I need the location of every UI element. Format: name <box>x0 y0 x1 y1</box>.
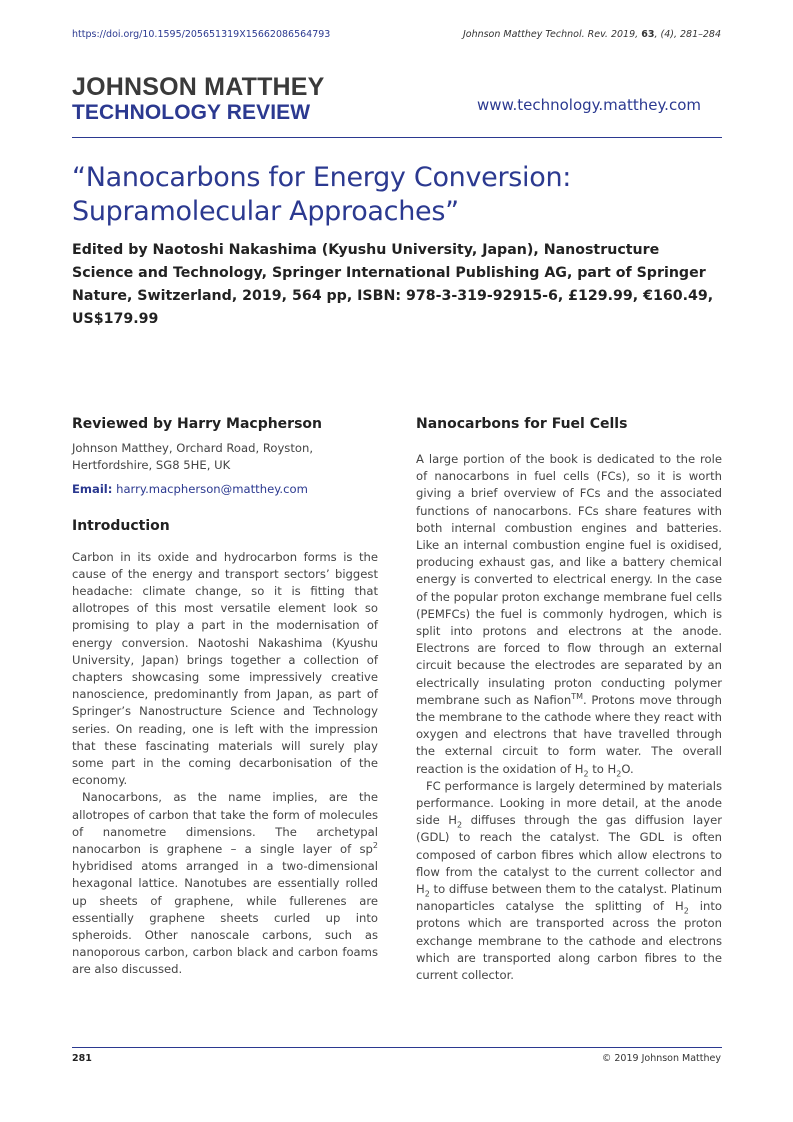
fc-p2-text-c: to diffuse between them to the catalyst. Platinum nanoparticles catalyse the splitting of H <box>416 882 722 914</box>
fc-paragraph-1 <box>416 451 722 778</box>
title-line-1: “Nanocarbons for Energy Conversion: <box>72 162 572 193</box>
h2-subscript: 2 <box>456 820 463 830</box>
title-line-2: Supramolecular Approaches” <box>72 196 459 227</box>
address-line-1: Johnson Matthey, Orchard Road, Royston, <box>72 441 314 455</box>
right-column <box>416 416 722 984</box>
fc-paragraph-2 <box>416 778 722 984</box>
fc-p2-text-b: diffuses through the gas diffusion layer (GDL) to reach the catalyst. The GDL is often composed of carbon fibres which allow electrons to flow from the catalyst to the current collector and H <box>416 813 722 897</box>
journal-volume: 63 <box>641 29 655 40</box>
fc-p1-text-b: . Protons move through the membrane to the cathode where they react with oxygen and electrons that have travelled through the external circuit to form water. The overall reaction is the oxidation of H <box>416 692 722 776</box>
address-line-2: Hertfordshire, SG8 5HE, UK <box>72 458 231 473</box>
h2-subscript: 2 <box>424 889 430 899</box>
journal-name: Johnson Matthey Technol. Rev. <box>462 29 608 40</box>
copyright: © 2019 Johnson Matthey <box>601 1053 721 1064</box>
logo-line-1: JOHNSON MATTHEY <box>72 73 325 101</box>
h2-subscript: 2 <box>683 906 689 916</box>
left-column <box>72 416 378 979</box>
fc-p2-text-d: into protons which are transported across the proton exchange membrane to the cathode and electrons which are transported along carbon fibres to the current collector. <box>416 899 722 983</box>
intro-p2-text-a: Nanocarbons, as the name implies, are the allotropes of carbon that take the form of molecules of nanometre dimensions. The archetypal nanocarbon is graphene – a single layer of sp <box>72 790 378 857</box>
fc-p2-text-a: FC performance is largely determined by materials performance. Looking in more detail, at the anode side H <box>416 778 722 828</box>
fc-p1-text-a: A large portion of the book is dedicated to the role of nanocarbons in fuel cells (FCs), so it is worth giving a brief overview of FCs and the associated functions of nanocarbons. FCs share features with both internal combustion engines and batteries. Like an internal combustion engine fuel is oxidised, producing exhaust gas, and like a battery chemical energy is converted to electrical energy. In the case of the popular proton exchange membrane fuel cells (PEMFCs) the fuel is commonly hydrogen, which is split into protons and electrons at the anode. Electrons are forced to flow through an external circuit because the electrodes are separated by an electrically insulating proton conducting polymer membrane such as Nafion <box>416 452 722 707</box>
intro-p2-text-b: hybridised atoms arranged in a two-dimensional hexagonal lattice. Nanotubes are essentially rolled up sheets of graphene, while fullerenes are essentially graphene sheets curled up into spheroids. Other nanoscale carbons, such as nanoporous carbon, carbon black and carbon foams are also discussed. <box>72 859 378 977</box>
journal-year: 2019, <box>610 29 639 40</box>
h2o-subscript: 2 <box>616 768 622 778</box>
sp2-superscript: 2 <box>372 841 378 851</box>
footer-rule <box>72 1047 722 1048</box>
logo-line-2: TECHNOLOGY REVIEW <box>72 101 311 124</box>
trademark-superscript: TM <box>571 691 583 701</box>
journal-logo <box>72 74 325 126</box>
introduction-body <box>72 549 378 979</box>
fc-p1-text-d: O. <box>621 761 634 776</box>
introduction-heading: Introduction <box>72 517 170 534</box>
h2-subscript: 2 <box>583 768 589 778</box>
reviewer-heading: Reviewed by Harry Macpherson <box>72 416 322 432</box>
page-number: 281 <box>72 1053 92 1064</box>
email-link[interactable]: harry.macpherson@matthey.com <box>116 482 308 497</box>
website-link[interactable]: www.technology.matthey.com <box>477 96 701 114</box>
doi-link[interactable]: https://doi.org/10.1595/205651319X15662086564793 <box>72 29 331 40</box>
book-details: Edited by Naotoshi Nakashima (Kyushu University, Japan), Nanostructure Science and Technology, Springer International Publishing AG, part of Springer Nature, Switzerland, 2019, 564 pp, ISBN: 978-3-319-92915-6, £129.99, €160.49, US$179.99 <box>72 242 714 327</box>
reviewer-address <box>72 440 378 474</box>
masthead-rule <box>72 137 722 138</box>
fuel-cells-body <box>416 451 722 984</box>
fuel-cells-heading: Nanocarbons for Fuel Cells <box>416 416 628 432</box>
journal-issue-pages: (4), 281–284 <box>660 29 721 40</box>
journal-citation: Johnson Matthey Technol. Rev. 2019, 63, (4), 281–284 <box>462 29 721 40</box>
intro-paragraph-2 <box>72 789 378 978</box>
email-label: Email: <box>72 482 113 497</box>
reviewer-email <box>72 481 378 498</box>
intro-paragraph-1: Carbon in its oxide and hydrocarbon forms is the cause of the energy and transport sectors’ biggest headache: climate change, so it is fitting that allotropes of this most versatile element look so promising to play a part in the modernisation of energy conversion. Naotoshi Nakashima (Kyushu University, Japan) brings together a collection of chapters showcasing some impressively creative nanoscience, predominantly from Japan, as part of Springer’s Nanostructure Science and Technology series. On reading, one is left with the impression that these fascinating materials will surely play some part in the coming decarbonisation of the economy. <box>72 549 378 788</box>
fc-p1-text-c: to H <box>588 761 617 776</box>
article-title <box>72 161 722 229</box>
